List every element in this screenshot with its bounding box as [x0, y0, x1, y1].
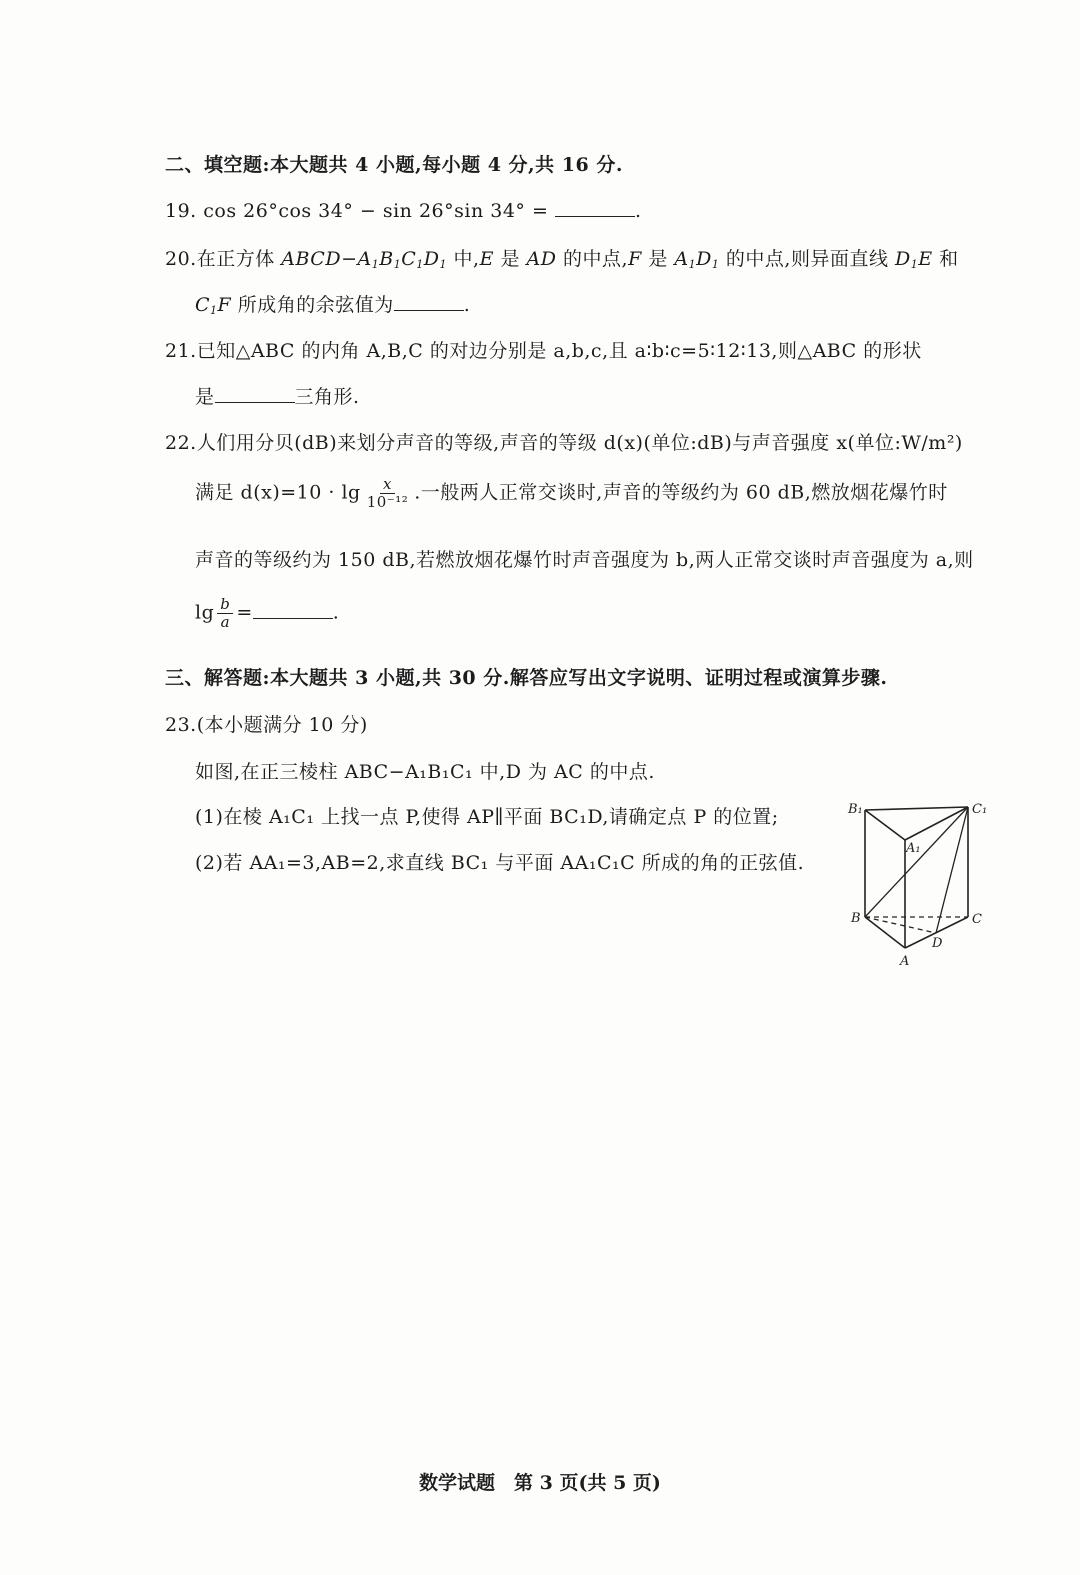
q20-text: 的中点,	[556, 248, 629, 270]
label-c: C	[972, 912, 982, 927]
question-number: 23.	[165, 714, 197, 736]
question-20-line2: $C_1F$ 所成角的余弦值为 .	[195, 294, 471, 317]
answer-blank	[394, 292, 464, 311]
q22-formula: 满足 d(x)=10 · lg	[195, 481, 361, 504]
q20-text: 在正方体	[196, 248, 282, 270]
q22-equals: =	[236, 601, 253, 624]
q20-point-f: F	[628, 248, 642, 270]
q20-text: 的中点,则异面直线	[719, 248, 895, 270]
q20-text: 是	[641, 248, 675, 270]
q22-text: .一般两人正常交谈时,声音的等级约为 60 dB,燃放烟花爆竹时	[414, 481, 948, 504]
q20-line-c1f: $C_1F$	[195, 294, 232, 317]
question-21-line1	[165, 336, 922, 363]
fraction-numerator: b	[217, 596, 233, 614]
question-21-line2	[195, 382, 360, 409]
q20-segment-ad: AD	[526, 248, 557, 270]
answer-blank	[215, 384, 295, 403]
question-number: 21.	[165, 340, 197, 362]
q22-lg: lg	[195, 601, 215, 624]
q23-intro: 如图,在正三棱柱 ABC−A₁B₁C₁ 中,D 为 AC 的中点.	[195, 761, 655, 783]
label-b: B	[851, 911, 861, 926]
label-a: A	[900, 954, 910, 969]
q22-fraction	[364, 476, 412, 511]
page-footer: 数学试题 第 3 页(共 5 页)	[419, 1472, 661, 1494]
section2-header: 二、填空题:本大题共 4 小题,每小题 4 分,共 16 分.	[165, 154, 623, 176]
question-number: 20.	[165, 248, 197, 270]
q23-part1: (1)在棱 A₁C₁ 上找一点 P,使得 AP∥平面 BC₁D,请确定点 P 的位置;	[195, 806, 779, 828]
question-19: 19. cos 26°cos 34° − sin 26°sin 34° = .	[165, 200, 642, 222]
fraction-denominator: 10⁻¹²	[366, 493, 409, 511]
q23-part2: (2)若 AA₁=3,AB=2,求直线 BC₁ 与平面 AA₁C₁C 所成的角的正弦值.	[195, 852, 805, 874]
label-c1: C₁	[972, 802, 988, 817]
q20-text: 中,	[446, 248, 480, 270]
question-number: 22.	[165, 432, 197, 454]
question-22-line3	[195, 545, 974, 572]
question-number: 19.	[165, 200, 197, 222]
q21-text: 已知△ABC 的内角 A,B,C 的对边分别是 a,b,c,且 a∶b∶c=5∶12∶13,则△ABC 的形状	[196, 340, 922, 362]
question-22-line4: lg $\frac{b}{a}$ = .	[195, 595, 340, 631]
q20-line-d1e: $D_1E$	[894, 248, 933, 271]
q22-text: 人们用分贝(dB)来划分声音的等级,声音的等级 d(x)(单位:dB)与声音强度 x(单位:W/m²)	[196, 432, 963, 454]
question-22-line1	[165, 428, 963, 455]
q22-text: 声音的等级约为 150 dB,若燃放烟花爆竹时声音强度为 b,两人正常交谈时声音强度为 a,则	[195, 549, 974, 571]
q22-fraction-ba	[217, 596, 233, 631]
q20-text: 所成角的余弦值为	[231, 294, 394, 316]
q21-text: 三角形.	[294, 386, 360, 408]
question-22-line2	[195, 476, 948, 511]
answer-blank	[555, 198, 635, 217]
question-23-heading	[165, 710, 368, 737]
fraction-numerator: x	[380, 476, 395, 494]
q20-text: 是	[493, 248, 527, 270]
section3-header: 三、解答题:本大题共 3 小题,共 30 分.解答应写出文字说明、证明过程或演算步骤.	[165, 667, 888, 689]
q20-point-e: E	[479, 248, 494, 270]
q21-text: 是	[195, 386, 215, 408]
label-b1: B₁	[848, 802, 863, 817]
label-d: D	[932, 936, 943, 951]
q23-score: (本小题满分 10 分)	[196, 714, 368, 736]
label-a1: A₁	[906, 841, 921, 856]
q19-expression: cos 26°cos 34° − sin 26°sin 34° =	[203, 200, 549, 222]
fraction-denominator: a	[220, 613, 231, 631]
question-20-line1: 20.在正方体 $ABCD-A_1B_1C_1D_1$ 中,E 是 AD 的中点,F 是 $A_1D_1$ 的中点,则异面直线 $D_1E$ 和	[165, 248, 959, 271]
answer-blank	[253, 600, 333, 619]
q20-cube-name: ABCD	[281, 248, 342, 270]
q20-cube-top: $A_1B_1C_1D_1$	[357, 248, 447, 271]
q20-segment-a1d1: $A_1D_1$	[674, 248, 720, 271]
prism-figure	[840, 795, 1000, 975]
q20-text: 和	[932, 248, 959, 270]
